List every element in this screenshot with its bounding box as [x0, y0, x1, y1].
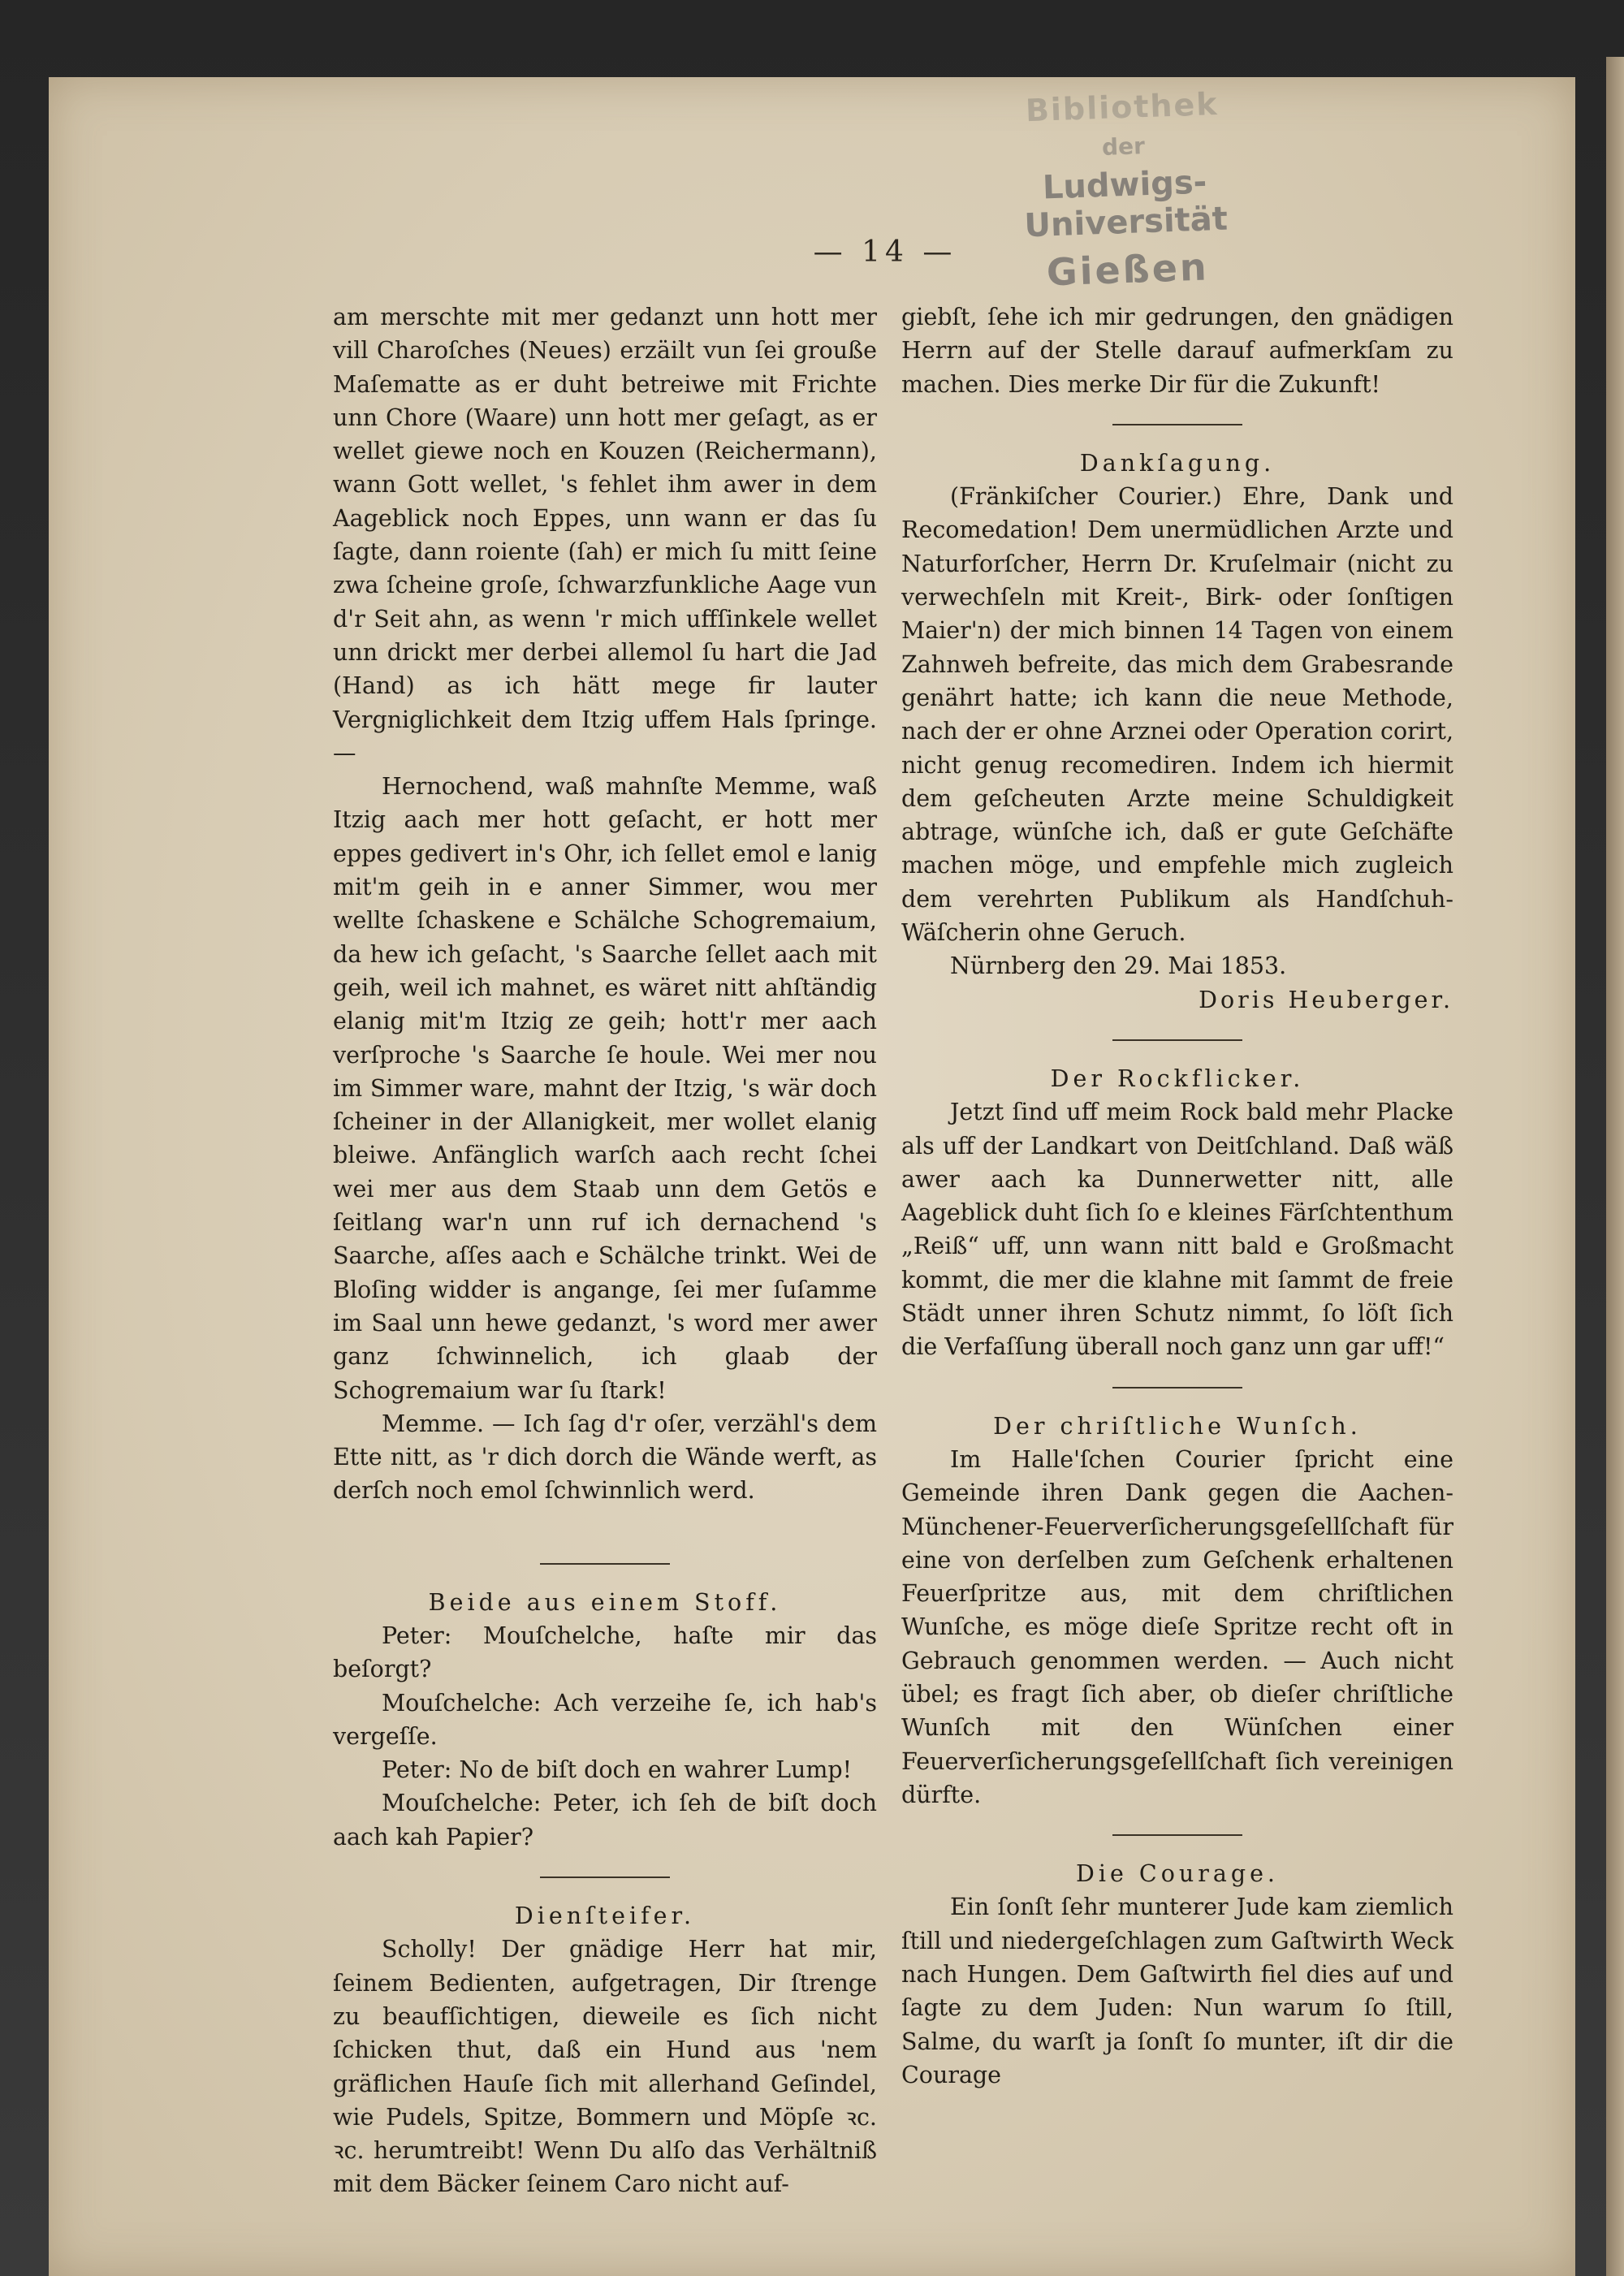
right-continuation: giebſt, ſehe ich mir gedrungen, den gnädigen Herrn auf der Stelle darauf aufmerkſam zu machen. Dies merke Dir für die Zukunft!	[901, 304, 1453, 398]
section-title-wunsch: Der chriſtliche Wunſch.	[993, 1412, 1362, 1440]
library-stamp	[996, 85, 1254, 295]
dialogue-line-4: Mouſchelche: Peter, ich ſeh de biſt doch aach kah Papier?	[333, 1790, 877, 1851]
section-divider	[1112, 424, 1242, 425]
section-title-rockflicker: Der Rockflicker.	[1050, 1065, 1305, 1092]
diensteifer-text: Scholly! Der gnädige Herr hat mir, ſeinem Bedienten, aufgetragen, Dir ſtrenge zu beaufſichtigen, dieweile es ſich nicht ſchicken thut, daß ein Hund aus 'nem gräflichen Hauſe ſich mit allerhand Geſindel, wie Pudels, Spitze, Bommern und Möpſe ꝛc. ꝛc. herumtreibt! Wenn Du alſo das Verhältniß mit dem Bäcker ſeinem Caro nicht auf-	[333, 1936, 877, 2198]
section-title-danksagung: Dankſagung.	[1079, 449, 1276, 477]
left-para-1: am merschte mit mer gedanzt unn hott mer vill Charoſches (Neues) erzäilt vun ſei grouße Maſematte as er duht betreiwe mit Frichte unn Chore (Waare) unn hott mer geſagt, as er wellet giewe noch en Kouzen (Reichermann), wann Gott wellet, 's fehlet ihm awer in dem Aageblick noch Eppes, unn wann er das ſu ſagte, dann roiente (ſah) er mich ſu mitt ſeine zwa ſcheine groſe, ſchwarzfunkliche Aage vun d'r Seit ahn, as wenn 'r mich uffſinkele wellet unn drickt mer derbei allemol ſu hart die Jad (Hand) as ich hätt mege fir lauter Vergniglichkeit dem Itzig uffem Hals ſpringe. —	[333, 304, 877, 767]
left-para-2: Hernochend, waß mahnſte Memme, waß Itzig aach mer hott geſacht, er hott mer eppes gedivert in's Ohr, ich ſellet emol e lanig mit'm geih in e anner Simmer, wou mer wellte ſchaskene e Schälche Schogremaium, da hew ich geſacht, 's Saarche ſellet aach mit geih, weil ich mahnet, es wäret nitt ahſtändig elanig mit'm Itzig ze geih; hott'r mer aach verſproche 's Saarche ſe houle. Wei mer nou im Simmer ware, mahnt der Itzig, 's wär doch ſcheiner in der Allanigkeit, mer wollet elanig bleiwe. Anfänglich warſch aach recht ſchei wei mer aus dem Staab unn dem Getös e ſeitlang war'n unn ruf ich dernachend 's Saarche, aſſes aach e Schälche trinkt. Wei de Bloſing widder is angange, ſei mer ſuſamme im Saal unn hewe gedanzt, 's word mer awer ganz ſchwinnelich, ich glaab der Schogremaium war ſu ſtark!	[333, 773, 877, 1404]
right-column	[901, 300, 1453, 2092]
dialogue-line-2: Mouſchelche: Ach verzeihe ſe, ich hab's vergeſſe.	[333, 1689, 877, 1750]
stamp-line-1: Bibliothek	[1025, 85, 1220, 129]
section-divider	[540, 1563, 670, 1565]
stamp-line-2: der	[1101, 132, 1146, 161]
section-title-diensteifer: Dienſteifer.	[514, 1902, 696, 1930]
next-page-edge	[1606, 57, 1624, 2276]
section-title-beide: Beide aus einem Stoff.	[428, 1588, 782, 1616]
spacer	[333, 1508, 877, 1540]
courage-text: Ein ſonſt ſehr munterer Jude kam ziemlich ſtill und niedergeſchlagen zum Gaſtwirth Weck nach Hungen. Dem Gaſtwirth fiel dies auf und ſagte zu dem Juden: Nun warum ſo ſtill, Salme, du warſt ja ſonſt ſo munter, iſt dir die Courage	[901, 1894, 1453, 2088]
section-divider	[1112, 1387, 1242, 1388]
danksagung-text: (Fränkiſcher Courier.) Ehre, Dank und Recomedation! Dem unermüdlichen Arzte und Naturforſcher, Herrn Dr. Kruſelmair (nicht zu verwechſeln mit Kreit-, Birk- oder ſonſtigen Maier'n) der mich binnen 14 Tagen von einem Zahnweh befreite, das mich dem Grabesrande genährt hatte; ich kann die neue Methode, nach der er ohne Arznei oder Operation corirt, nicht genug recomediren. Indem ich hiermit dem geſcheuten Arzte meine Schuldigkeit abtrage, wünſche ich, daß er gute Geſchäfte machen möge, und empfehle mich zugleich dem verehrten Publikum als Handſchuh-Wäſcherin ohne Geruch.	[901, 483, 1453, 947]
section-divider	[540, 1877, 670, 1878]
section-title-courage: Die Courage.	[1076, 1860, 1279, 1888]
rockflicker-text: Jetzt ſind uff meim Rock bald mehr Placke als uff der Landkart von Deitſchland. Daß wäß awer aach ka Dunnerwetter nitt, alle Aageblick duht ſich ſo e kleines Färſchtenthum „Reiß“ uff, unn wann nitt bald e Großmacht kommt, die mer die klahne mit ſammt de freie Städt unner ihren Schutz nimmt, ſo löſt ſich die Verfaſſung überall noch ganz unn gar uff!“	[901, 1099, 1453, 1361]
left-column	[333, 300, 877, 2201]
danksagung-signature: Doris Heuberger.	[1199, 986, 1453, 1013]
section-divider	[1112, 1834, 1242, 1836]
danksagung-place-date: Nürnberg den 29. Mai 1853.	[950, 952, 1287, 980]
left-para-3: Memme. — Ich ſag d'r oſer, verzähl's dem Ette nitt, as 'r dich dorch die Wände werft, as derſch noch emol ſchwinnlich werd.	[333, 1410, 877, 1505]
wunsch-text: Im Halle'ſchen Courier ſpricht eine Gemeinde ihren Dank gegen die Aachen-Münchener-Feuerverſicherungsgeſellſchaft für eine von derſelben zum Geſchenk erhaltenen Feuerſpritze aus, mit dem chriſtlichen Wunſche, es möge dieſe Spritze recht oft in Gebrauch genommen werden. — Auch nicht übel; es fragt ſich aber, ob dieſer chriſtliche Wunſch mit den Wünſchen einer Feuerverſicherungsgeſellſchaft ſich vereinigen dürfte.	[901, 1445, 1453, 1808]
dialogue-line-1: Peter: Mouſchelche, haſte mir das beſorgt?	[333, 1622, 877, 1683]
dialogue-line-3: Peter: No de biſt doch en wahrer Lump!	[382, 1756, 853, 1784]
stamp-line-3: Ludwigs-Universität	[1023, 163, 1229, 245]
stamp-line-4: Gießen	[1045, 244, 1210, 295]
section-divider	[1112, 1039, 1242, 1041]
page-number: — 14 —	[813, 235, 957, 269]
